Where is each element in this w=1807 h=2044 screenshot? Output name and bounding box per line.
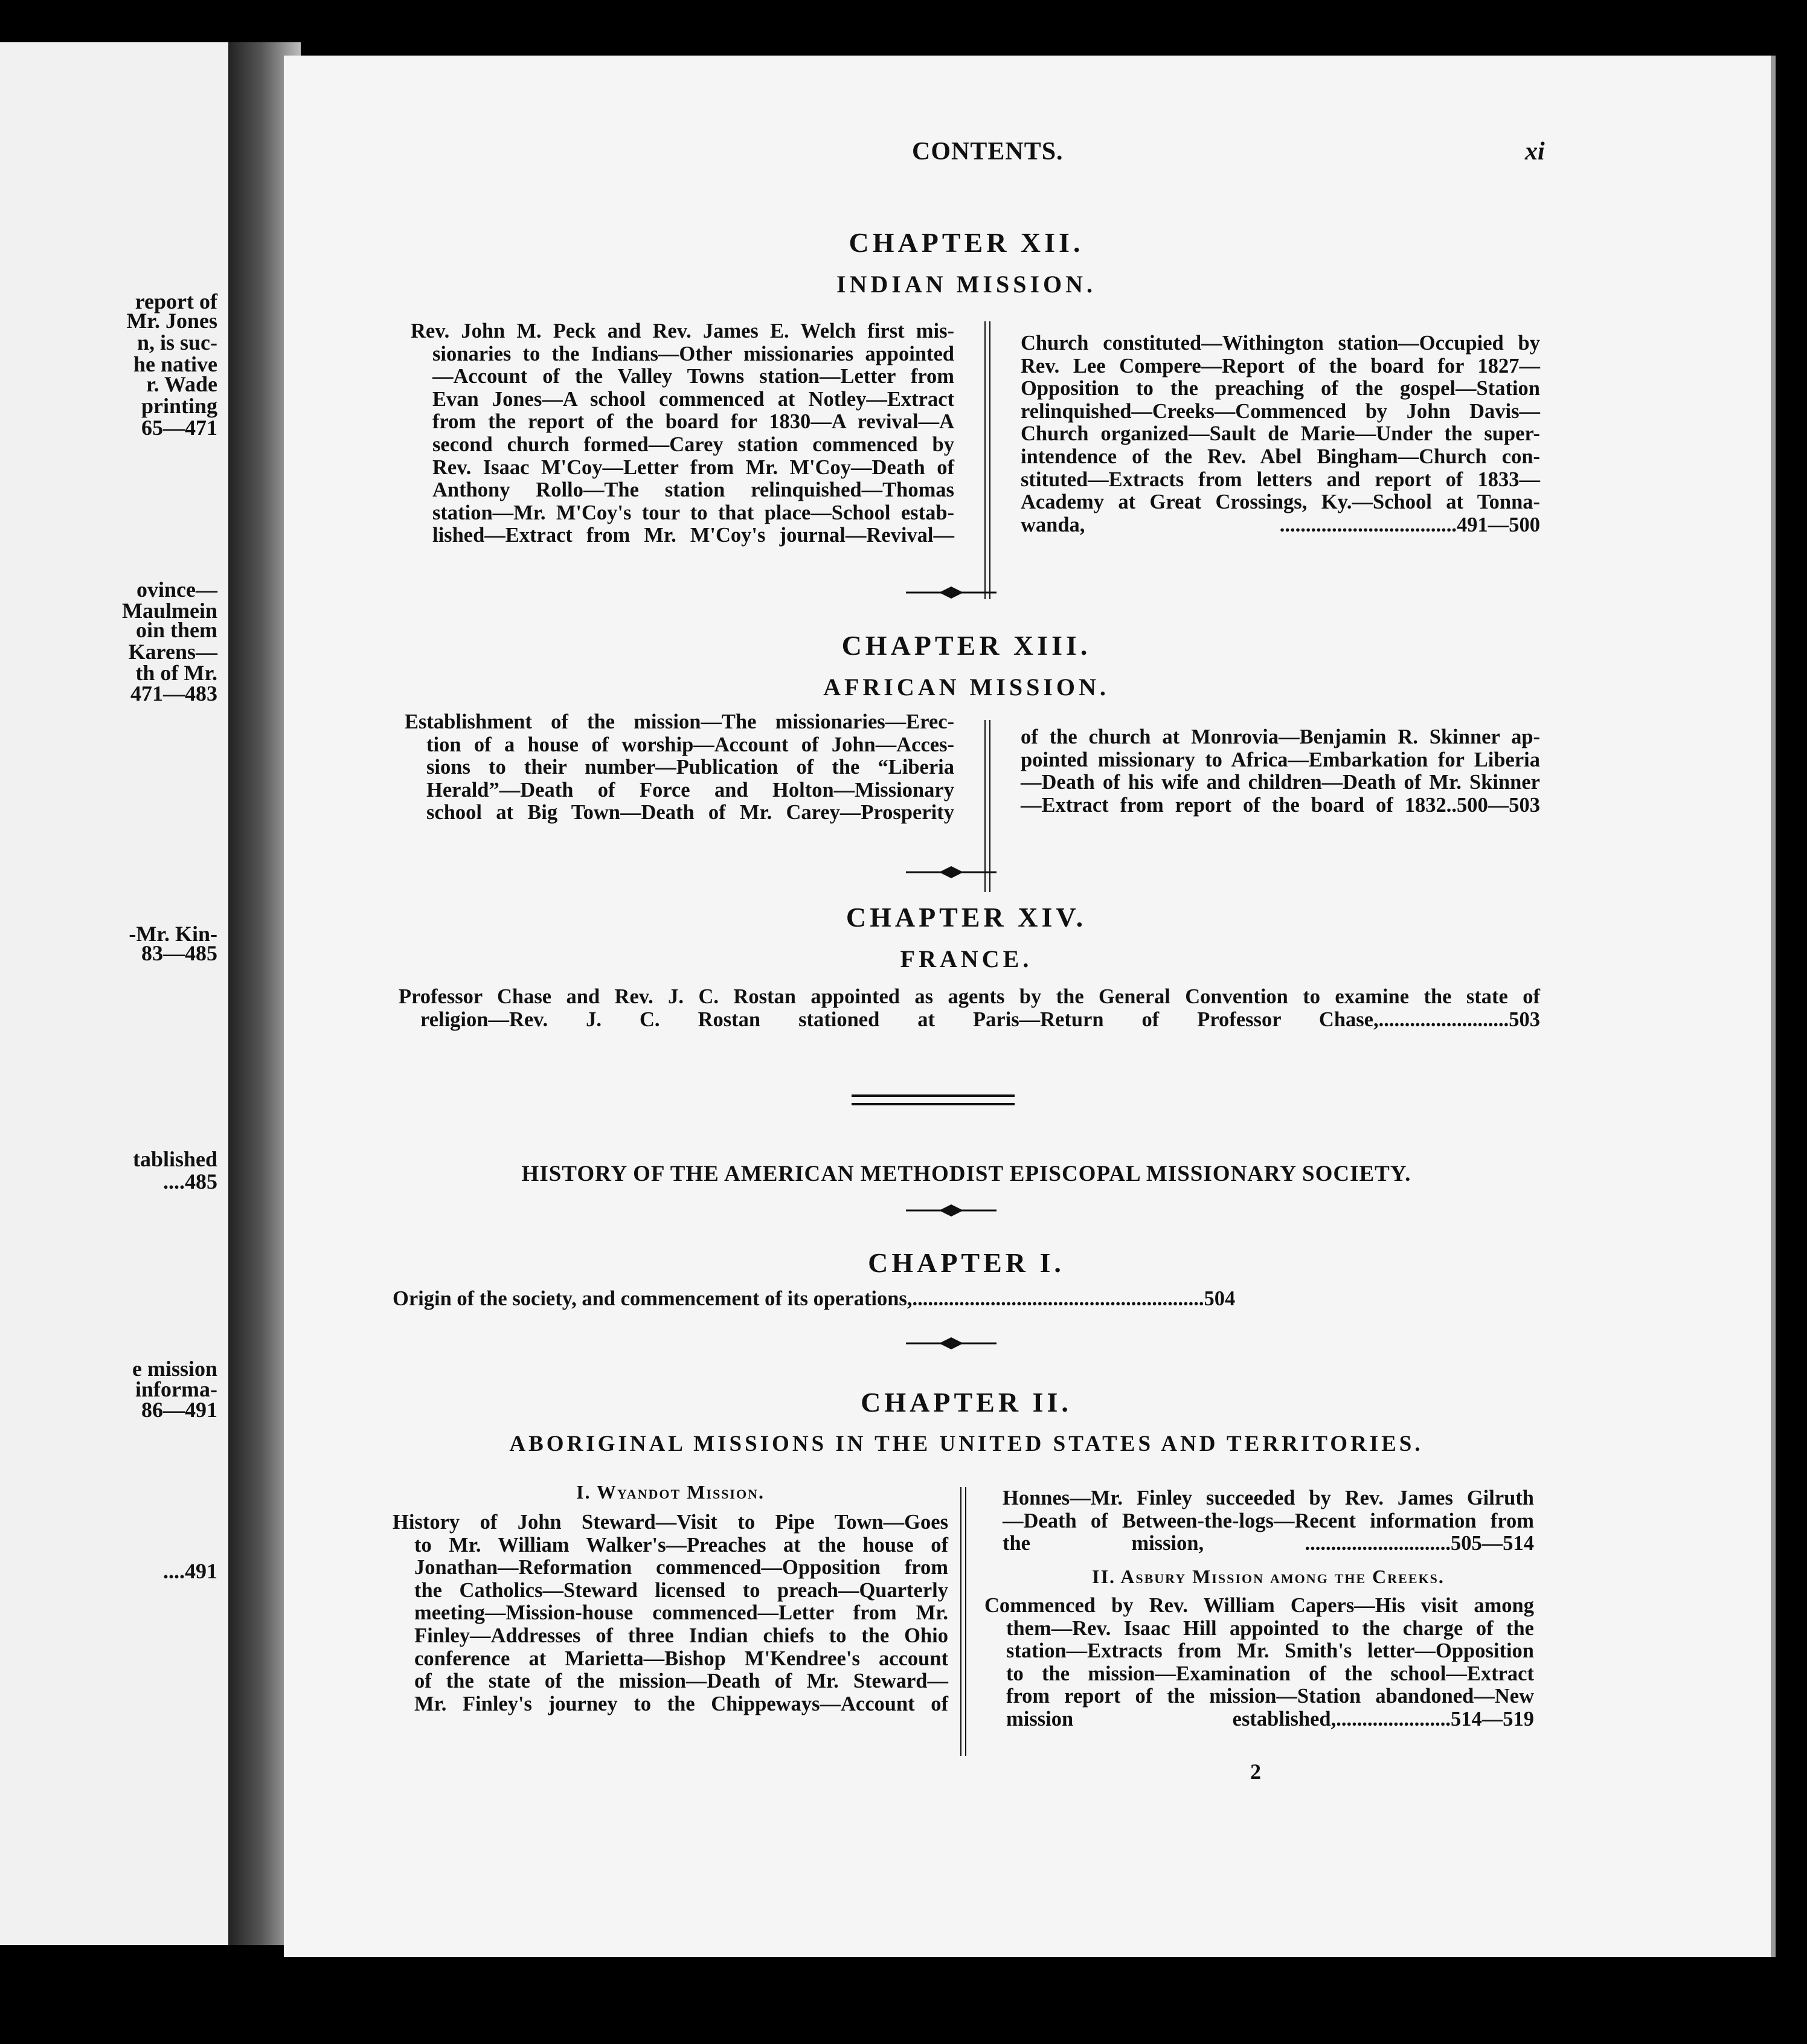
text-line: sionaries to the Indians—Other missionaries appointed <box>432 342 954 365</box>
text-line: Professor Chase and Rev. J. C. Rostan appointed as agents by the General Convention to examine the state of <box>399 985 1540 1008</box>
left-page-fragment: Maulmein <box>122 599 217 623</box>
running-head <box>284 137 1776 173</box>
text-line: Anthony Rollo—The station relinquished—Thomas <box>432 478 954 502</box>
ch14-heading <box>393 901 1540 933</box>
ch13-right-column <box>1021 726 1540 817</box>
ornament-divider <box>906 585 997 600</box>
ch12-heading <box>393 227 1540 259</box>
text-line: —Death of Between-the-logs—Recent information from <box>1003 1509 1534 1532</box>
ch2-right-column-1 <box>1003 1487 1534 1555</box>
ch1-heading <box>393 1247 1540 1279</box>
ornament-divider <box>906 1203 997 1218</box>
ch2-number: CHAPTER II. <box>861 1387 1072 1418</box>
left-page-fragment: 83—485 <box>141 941 217 965</box>
text-line: station—Extracts from Mr. Smith's letter—Opposition <box>1006 1639 1534 1663</box>
ch2-heading <box>393 1386 1540 1418</box>
left-page-fragment: th of Mr. <box>135 661 217 685</box>
text-line: Establishment of the mission—The missionaries—Erec- <box>405 710 954 733</box>
text-line: Opposition to the preaching of the gospel—Station <box>1021 377 1540 400</box>
text-line: Rev. John M. Peck and Rev. James E. Welch first mis- <box>411 320 954 342</box>
wyandot-mission-title: I. Wyandot Mission. <box>576 1481 765 1503</box>
left-page <box>0 42 228 1945</box>
left-page-fragment: ovince— <box>136 577 217 602</box>
ch2-title-wrap <box>393 1431 1540 1457</box>
ch2-title: ABORIGINAL MISSIONS IN THE UNITED STATES AND TERRITORIES. <box>509 1432 1423 1456</box>
text-line: intendence of the Rev. Abel Bingham—Church con- <box>1021 445 1540 468</box>
text-line: them—Rev. Isaac Hill appointed to the charge of the <box>1006 1616 1534 1640</box>
left-page-fragment: e mission <box>132 1357 217 1381</box>
ch2-right-column-2 <box>984 1595 1534 1731</box>
left-page-fragment: informa- <box>135 1377 217 1401</box>
text-line: Church constituted—Withington station—Occupied by <box>1021 332 1540 355</box>
left-page-fragment: 86—491 <box>141 1398 217 1422</box>
text-line: the mission, ............................505—514 <box>1003 1532 1534 1555</box>
ch13-number: CHAPTER XIII. <box>841 630 1091 661</box>
text-line: relinquished—Creeks—Commenced by John Davis— <box>1021 399 1540 423</box>
history-heading-wrap <box>393 1161 1540 1187</box>
left-page-fragment: printing <box>141 394 217 418</box>
left-page-fragment: 471—483 <box>130 681 217 705</box>
asbury-mission-title: II. Asbury Mission among the Creeks. <box>1092 1566 1445 1587</box>
ch12-title: INDIAN MISSION. <box>836 271 1097 298</box>
ch2-left-column <box>393 1511 948 1715</box>
binding-shadow <box>0 1957 1807 2044</box>
text-line: of the state of the mission—Death of Mr. Steward— <box>414 1670 948 1693</box>
text-line: History of John Steward—Visit to Pipe Town—Goes <box>393 1511 948 1534</box>
text-line: wanda, ..................................491—500 <box>1021 513 1540 536</box>
ornament-divider <box>906 1336 997 1351</box>
ch12-number: CHAPTER XII. <box>849 227 1084 258</box>
text-line: tion of a house of worship—Account of John—Acces- <box>426 733 954 756</box>
text-line: of the church at Monrovia—Benjamin R. Skinner ap- <box>1021 725 1540 748</box>
left-page-fragment: ....485 <box>163 1169 217 1194</box>
left-page-fragment: ....491 <box>163 1559 217 1583</box>
left-page-fragment: n, is suc- <box>136 330 217 355</box>
double-rule <box>852 1094 1015 1105</box>
page-edge <box>1771 56 1776 1957</box>
text-line: Rev. Lee Compere—Report of the board for 1827— <box>1021 354 1540 378</box>
ch12-left-column <box>411 320 954 547</box>
left-page-fragment: oin them <box>136 618 217 642</box>
text-line: to the mission—Examination of the school—Extract <box>1006 1662 1534 1685</box>
ch13-title: AFRICAN MISSION. <box>823 673 1109 701</box>
ch13-heading <box>393 629 1540 661</box>
text-line: to Mr. William Walker's—Preaches at the house of <box>414 1533 948 1557</box>
text-line: lished—Extract from Mr. M'Coy's journal—Revival— <box>432 524 954 547</box>
left-page-fragment: tablished <box>132 1147 217 1171</box>
left-page-fragment: 65—471 <box>141 416 217 440</box>
text-line: —Death of his wife and children—Death of Mr. Skinner <box>1021 771 1540 794</box>
column-rule <box>960 1487 966 1756</box>
column-rule <box>984 321 990 599</box>
left-page-fragment: Mr. Jones <box>126 309 217 333</box>
ch12-right-column <box>1021 332 1540 536</box>
text-line: mission established,......................514—519 <box>1006 1707 1534 1731</box>
text-line: meeting—Mission-house commenced—Letter from Mr. <box>414 1601 948 1625</box>
left-page-fragment: he native <box>133 352 217 376</box>
text-line: religion—Rev. J. C. Rostan stationed at Paris—Return of Professor Chase,.........................503 <box>420 1008 1540 1031</box>
ch14-title-wrap <box>393 945 1540 973</box>
left-page-fragment: r. Wade <box>146 372 217 396</box>
text-line: Honnes—Mr. Finley succeeded by Rev. James Gilruth <box>1003 1486 1534 1509</box>
text-line: conference at Marietta—Bishop M'Kendree's account <box>414 1647 948 1670</box>
text-line: Academy at Great Crossings, Ky.—School at Tonna- <box>1021 490 1540 514</box>
folio: xi <box>1525 138 1545 166</box>
text-line: Church organized—Sault de Marie—Under the super- <box>1021 422 1540 446</box>
text-line: —Extract from report of the board of 1832..500—503 <box>1021 793 1540 817</box>
ch1-number: CHAPTER I. <box>868 1247 1065 1278</box>
ch14-number: CHAPTER XIV. <box>846 902 1087 933</box>
text-line: Herald”—Death of Force and Holton—Missionary <box>426 778 954 802</box>
text-line: Finley—Addresses of three Indian chiefs to the Ohio <box>414 1624 948 1647</box>
left-page-fragment: report of <box>135 289 217 313</box>
page <box>284 56 1776 1957</box>
ch12-title-wrap <box>393 270 1540 298</box>
text-line: —Account of the Valley Towns station—Letter from <box>432 365 954 388</box>
text-line: from the report of the board for 1830—A revival—A <box>432 410 954 434</box>
ornament-divider <box>906 865 997 879</box>
signature-mark: 2 <box>1250 1760 1261 1784</box>
text-line: from report of the mission—Station abandoned—New <box>1006 1685 1534 1708</box>
text-line: sions to their number—Publication of the “Liberia <box>426 756 954 779</box>
text-line: school at Big Town—Death of Mr. Carey—Prosperity <box>426 801 954 824</box>
text-line: station—Mr. M'Coy's tour to that place—School estab- <box>432 501 954 524</box>
ch14-text <box>399 986 1540 1031</box>
ch13-left-column <box>405 711 954 824</box>
ch14-title: FRANCE. <box>900 945 1033 972</box>
ch13-title-wrap <box>393 673 1540 701</box>
text-line: Mr. Finley's journey to the Chippeways—Account of <box>414 1692 948 1715</box>
text-line: pointed missionary to Africa—Embarkation for Liberia <box>1021 748 1540 771</box>
left-page-fragment: Karens— <box>128 640 217 664</box>
left-page-fragment: -Mr. Kin- <box>129 922 217 946</box>
text-line: Jonathan—Reformation commenced—Opposition from <box>414 1556 948 1580</box>
text-line: stituted—Extracts from letters and report of 1833— <box>1021 468 1540 491</box>
text-line: Evan Jones—A school commenced at Notley—Extract <box>432 387 954 411</box>
text-line: the Catholics—Steward licensed to preach—Quarterly <box>414 1578 948 1602</box>
text-line: Rev. Isaac M'Coy—Letter from Mr. M'Coy—Death of <box>432 455 954 479</box>
text-line: second church formed—Carey station commenced by <box>432 432 954 456</box>
running-title: CONTENTS. <box>912 138 1064 166</box>
text-line: Commenced by Rev. William Capers—His visit among <box>984 1594 1534 1617</box>
ch1-line: Origin of the society, and commencement of its operations,........................................................504 <box>393 1287 1236 1310</box>
history-heading: HISTORY OF THE AMERICAN METHODIST EPISCOPAL MISSIONARY SOCIETY. <box>521 1162 1411 1186</box>
